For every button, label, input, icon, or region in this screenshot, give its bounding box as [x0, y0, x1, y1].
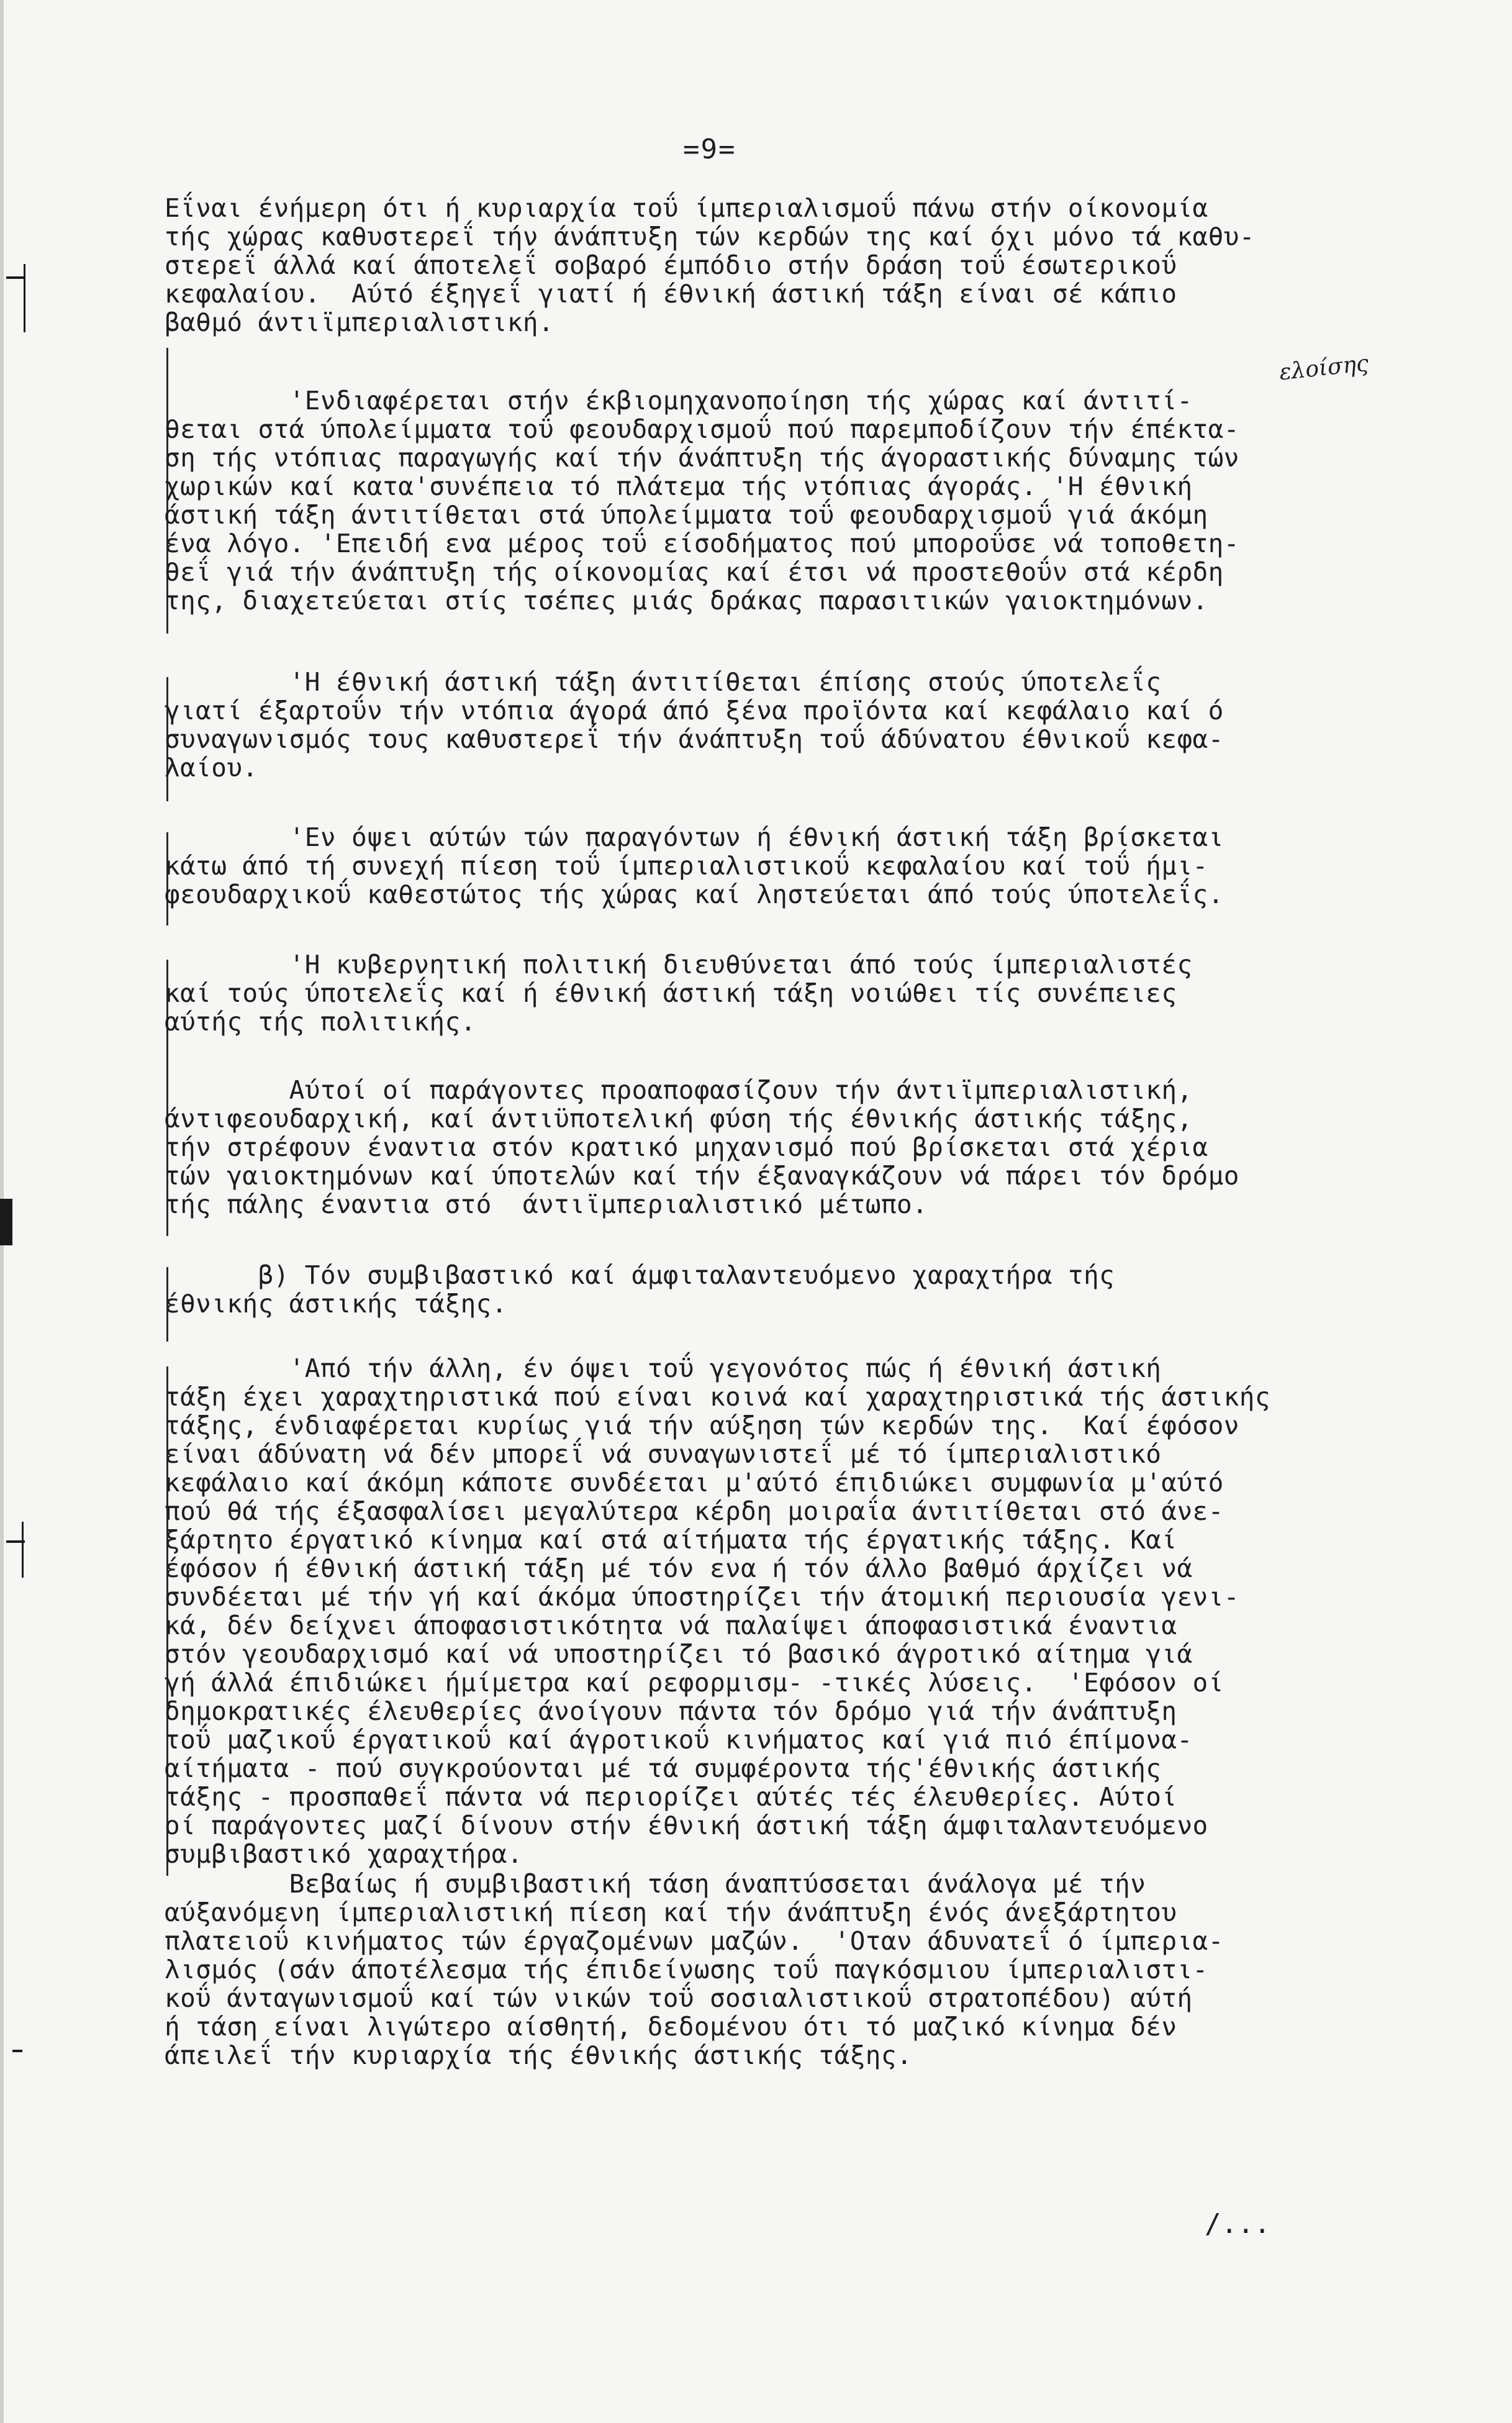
- text-line: τάξης, ένδιαφέρεται κυρίως γιά τήν αύξηση τών κερδών της. Καί έφόσον: [165, 1411, 1239, 1440]
- text-line: πλατειοΰ κινήματος τών έργαζομένων μαζών. 'Οταν άδυνατεΐ ό ίμπερια-: [165, 1926, 1224, 1956]
- text-line: Εΐναι ένήμερη ότι ή κυριαρχία τοΰ ίμπεριαλισμοΰ πάνω στήν οίκονομία: [165, 193, 1208, 223]
- paragraph-9: [165, 1870, 1487, 2070]
- text-line: θεται στά ύπολείμματα τοΰ φεουδαρχισμοΰ πού παρεμποδίζουν τήν έπέκτα-: [165, 414, 1239, 444]
- paragraph-1: [165, 194, 1487, 337]
- text-line: θεΐ γιά τήν άνάπτυξη τής οίκονομίας καί έτσι νά προστεθοΰν στά κέρδη: [165, 557, 1224, 587]
- text-line: αύξανόμενη ίμπεριαλιστική πίεση καί τήν άνάπτυξη ένός άνεξάρτητου: [165, 1898, 1177, 1927]
- text-line: κάτω άπό τή συνεχή πίεση τοΰ ίμπεριαλιστικοΰ κεφαλαίου καί τοΰ ήμι-: [165, 851, 1208, 881]
- text-line: 'Από τήν άλλη, έν όψει τοΰ γεγονότος πώς ή έθνική άστική: [165, 1353, 1162, 1383]
- text-line: έθνικής άστικής τάξης.: [165, 1289, 507, 1319]
- text-line: αύτής τής πολιτικής.: [165, 1007, 476, 1037]
- text-line: κεφάλαιο καί άκόμη κάποτε συνδέεται μ'αύτό έπιδιώκει συμφωνία μ'αύτό: [165, 1468, 1224, 1498]
- paragraph-6: [165, 1076, 1487, 1219]
- text-line: τής πάλης έναντια στό άντιϊμπεριαλιστικό μέτωπο.: [165, 1189, 928, 1219]
- text-line: τήν στρέφουν έναντια στόν κρατικό μηχανισμό πού βρίσκεται στά χέρια: [165, 1132, 1208, 1162]
- page-number: =9=: [683, 134, 736, 165]
- text-line: ση τής ντόπιας παραγωγής καί τήν άνάπτυξη τής άγοραστικής δύναμης τών: [165, 443, 1239, 473]
- scan-mark-6: [12, 2050, 22, 2052]
- text-line: καί τούς ύποτελεΐς καί ή έθνική άστική τάξη νοιώθει τίς συνέπειες: [165, 978, 1177, 1008]
- text-line: άντιφεουδαρχική, καί άντιϋποτελική φύση τής έθνικής άστικής τάξης,: [165, 1104, 1193, 1134]
- text-line: 'Η κυβερνητική πολιτική διευθύνεται άπό τούς ίμπεριαλιστές: [165, 950, 1193, 980]
- text-line: χωρικών καί κατα'συνέπεια τό πλάτεμα τής ντόπιας άγοράς. 'Η έθνική: [165, 471, 1193, 501]
- text-line: ξάρτητο έργατικό κίνημα καί στά αίτήματα τής έργατικής τάξης. Καί: [165, 1525, 1177, 1555]
- text-line: πού θά τής έξασφαλίσει μεγαλύτερα κέρδη μοιραΐα άντιτίθεται στό άνε-: [165, 1496, 1224, 1526]
- text-line: γή άλλά έπιδιώκει ήμίμετρα καί ρεφορμισμ- -τικές λύσεις. 'Εφόσον οί: [165, 1668, 1224, 1698]
- text-line: λισμός (σάν άποτέλεσμα τής έπιδείνωσης τοΰ παγκόσμιου ίμπεριαλιστι-: [165, 1955, 1208, 1984]
- text-line: 'Η έθνική άστική τάξη άντιτίθεται έπίσης στούς ύποτελεΐς: [165, 667, 1162, 697]
- text-line: τοΰ μαζικοΰ έργατικοΰ καί άγροτικοΰ κινήματος καί γιά πιό έπίμονα-: [165, 1725, 1193, 1755]
- paragraph-3: [165, 668, 1487, 782]
- text-line: β) Τόν συμβιβαστικό καί άμφιταλαντευόμενο χαραχτήρα τής: [165, 1260, 1115, 1290]
- text-line: 'Ενδιαφέρεται στήν έκβιομηχανοποίηση τής χώρας καί άντιτί-: [165, 386, 1193, 416]
- scan-mark-1: [6, 276, 25, 279]
- text-line: γιατί έξαρτοΰν τήν ντόπια άγορά άπό ξένα προϊόντα καί κεφάλαιο καί ό: [165, 696, 1224, 725]
- handwritten-marginal-note: ελοίσης: [1278, 350, 1370, 386]
- paragraph-4: [165, 823, 1487, 909]
- text-line: συνδέεται μέ τήν γή καί άκόμα ύποστηρίζει τήν άτομική περιουσία γενι-: [165, 1582, 1239, 1612]
- text-line: συναγωνισμός τους καθυστερεΐ τήν άνάπτυξη τοΰ άδύνατου έθνικοΰ κεφα-: [165, 724, 1224, 754]
- text-line: Αύτοί οί παράγοντες προαποφασίζουν τήν άντιϊμπεριαλιστική,: [165, 1075, 1193, 1105]
- text-line: τών γαιοκτημόνων καί ύποτελών καί τήν έξαναγκάζουν νά πάρει τόν δρόμο: [165, 1161, 1239, 1191]
- text-line: βαθμό άντιϊμπεριαλιστική.: [165, 307, 555, 337]
- section-heading-b: [165, 1261, 1487, 1318]
- continuation-mark: /...: [1205, 2208, 1270, 2240]
- text-line: ή τάση είναι λιγώτερο αίσθητή, δεδομένου ότι τό μαζικό κίνημα δέν: [165, 2012, 1177, 2042]
- text-line: συμβιβαστικό χαραχτήρα.: [165, 1839, 523, 1869]
- text-line: τής χώρας καθυστερεΐ τήν άνάπτυξη τών κερδών της καί όχι μόνο τά καθυ-: [165, 222, 1255, 252]
- text-line: έφόσον ή έθνική άστική τάξη μέ τόν ενα ή τόν άλλο βαθμό άρχίζει νά: [165, 1553, 1193, 1583]
- paragraph-8: [165, 1354, 1487, 1868]
- text-line: Βεβαίως ή συμβιβαστική τάση άναπτύσσεται άνάλογα μέ τήν: [165, 1869, 1146, 1899]
- text-line: δημοκρατικές έλευθερίες άνοίγουν πάντα τόν δρόμο γιά τήν άνάπτυξη: [165, 1696, 1177, 1726]
- text-line: ένα λόγο. 'Επειδή ενα μέρος τοΰ είσοδήματος πού μποροΰσε νά τοποθετη-: [165, 529, 1239, 558]
- text-line: οί παράγοντες μαζί δίνουν στήν έθνική άστική τάξη άμφιταλαντευόμενο: [165, 1811, 1208, 1840]
- text-line: αίτήματα - πού συγκρούονται μέ τά συμφέροντα τής'έθνικής άστικής: [165, 1753, 1162, 1783]
- text-line: 'Εν όψει αύτών τών παραγόντων ή έθνική άστική τάξη βρίσκεται: [165, 822, 1224, 852]
- paragraph-5: [165, 950, 1487, 1036]
- text-line: άπειλεΐ τήν κυριαρχία τής έθνικής άστικής τάξης.: [165, 2040, 913, 2070]
- text-line: κά, δέν δείχνει άποφασιστικότητα νά παλαίψει άποφασιστικά έναντια: [165, 1611, 1177, 1640]
- text-line: φεουδαρχικοΰ καθεστώτος τής χώρας καί ληστεύεται άπό τούς ύποτελεΐς.: [165, 880, 1224, 909]
- text-line: άστική τάξη άντιτίθεται στά ύπολείμματα τοΰ φεουδαρχισμοΰ γιά άκόμη: [165, 500, 1208, 530]
- text-line: στόν γεουδαρχισμό καί νά υποστηρίζει τό βασικό άγροτικό αίτημα γιά: [165, 1639, 1193, 1669]
- text-line: στερεΐ άλλά καί άποτελεΐ σοβαρό έμπόδιο στήν δράση τοΰ έσωτερικοΰ: [165, 250, 1177, 280]
- scan-mark-3: [0, 1199, 12, 1245]
- scan-mark-5: [22, 1522, 24, 1578]
- text-line: κοΰ άνταγωνισμοΰ καί τών νικών τοΰ σοσιαλιστικοΰ στρατοπέδου) αύτή: [165, 1983, 1193, 2013]
- text-line: λαίου.: [165, 753, 258, 783]
- text-line: της, διαχετεύεται στίς τσέπες μιάς δράκας παρασιτικών γαιοκτημόνων.: [165, 586, 1208, 616]
- text-line: τάξης - προσπαθεΐ πάντα νά περιορίζει αύτές τές έλευθερίες. Αύτοί: [165, 1782, 1177, 1812]
- scan-mark-2: [24, 264, 25, 332]
- paragraph-2: [165, 386, 1487, 615]
- text-line: είναι άδύνατη νά δέν μπορεΐ νά συναγωνιστεΐ μέ τό ίμπεριαλιστικό: [165, 1439, 1162, 1469]
- text-line: κεφαλαίου. Αύτό έξηγεΐ γιατί ή έθνική άστική τάξη είναι σέ κάπιο: [165, 279, 1177, 309]
- text-line: τάξη έχει χαραχτηριστικά πού είναι κοινά καί χαραχτηριστικά τής άστικής: [165, 1382, 1270, 1412]
